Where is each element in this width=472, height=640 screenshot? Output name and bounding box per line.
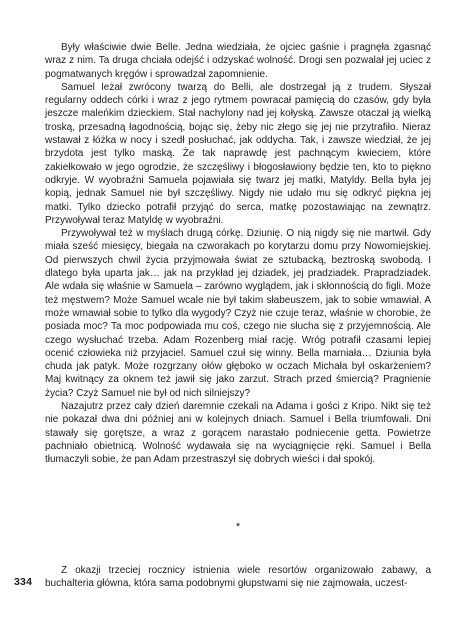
paragraph: Samuel leżał zwrócony twarzą do Belli, ale dostrzegał ją z trudem. Słyszał regularny oddech córki i wraz z jego rytmem powracał pamięcią do czasów, gdy była jeszcze maleńkim dzieckiem. Stał nachylony nad jej kołyską. Zawsze otaczał ją wielką troską, przesadną łagodnością, bojąc się, żeby nic złego się jej nie przytrafiło. Nieraz wstawał z łóżka w nocy i szedł posłuchać, jak oddycha. Tak, i zawsze wiedział, że jej brzydota jest tylko maską. Że tak naprawdę jest pachnącym kwieciem, które zakiełkowało w jego ogrodzie, że szczęśliwy i błogosławiony będzie ten, kto to piękno odkryje. W wyobraźni Samuela pojawiała się twarz jej matki, Matyldy. Bella była jej kopią, jednak Samuel nie był szczęśliwy. Nigdy nie udało mu się odkryć piękna jej matki. Tylko dziecko potrafił przyjąć do serca, matkę pozostawiając na zewnątrz. Przywoływał teraz Matyldę w wyobraźni. xyxy=(45,81,431,226)
next-section-text xyxy=(45,564,431,591)
paragraph: Nazajutrz przez cały dzień daremnie czekali na Adama i gości z Kripo. Nikt się też nie pokazał dwa dni później ani w kolejnych dniach. Samuel i Bella triumfowali. Dni stawały się gorętsze, a wraz z gorącem narastało podniecenie getta. Powietrze pachniało obietnicą. Wolność wydawała się na wyciągnięcie ręki. Samuel i Bella tłumaczyli sobie, że pan Adam przestraszył się dobrych wieści i dał spokój. xyxy=(45,401,431,466)
paragraph: Z okazji trzeciej rocznicy istnienia wiele resortów organizowało zabawy, a buchalteria główna, która sama podobnymi głupstwami się nie zajmowała, uczest- xyxy=(45,565,431,590)
paragraph: Były właściwie dwie Belle. Jedna wiedziała, że ojciec gaśnie i pragnęła zgasnąć wraz z nim. Ta druga chciała odejść i odzyskać wolność. Drogi sen pozwalał jej uciec z pogmatwanych kręgów i sprowadzał zapomnienie. xyxy=(45,42,431,80)
page-number: 334 xyxy=(14,576,33,588)
section-separator: * xyxy=(235,521,241,533)
paragraph: Przywoływał też w myślach drugą córkę. Dziunię. O nią nigdy się nie martwił. Gdy miała sześć miesięcy, biegała na czworakach po korytarzu domu przy Nowomiejskiej. Od pierwszych chwil życia przyjmowała świat ze sztubacką, beztroską swobodą. I dlatego była uparta jak… jak na przykład jej dziadek, jej pradziadek. Prapradziadek. Ale wdała się właśnie w Samuela – zarówno wyglądem, jak i skłonnością do figli. Może też męstwem? Może Samuel wcale nie był takim słabeuszem, jak to sobie wmawiał. A może wmawiał sobie to tylko dla wygody? Czyż nie czuje teraz, właśnie w chorobie, że posiada moc? Ta moc podpowiada mu coś, czego nie słucha się z przyjemnością. Ale czego wysłuchać trzeba. Adam Rozenberg miał rację. Wróg potrafił czasami lepiej ocenić człowieka niż przyjaciel. Samuel czuł się winny. Bella marniała… Dziunia była chuda jak patyk. Może rozgrzany ołów głęboko w oczach Michała był oskarżeniem? Maj kwitnący za oknem też jawił się jako zarzut. Strach przed śmiercią? Pragnienie życia? Czyż Samuel nie był od nich silniejszy? xyxy=(45,228,431,399)
main-text xyxy=(45,41,431,467)
